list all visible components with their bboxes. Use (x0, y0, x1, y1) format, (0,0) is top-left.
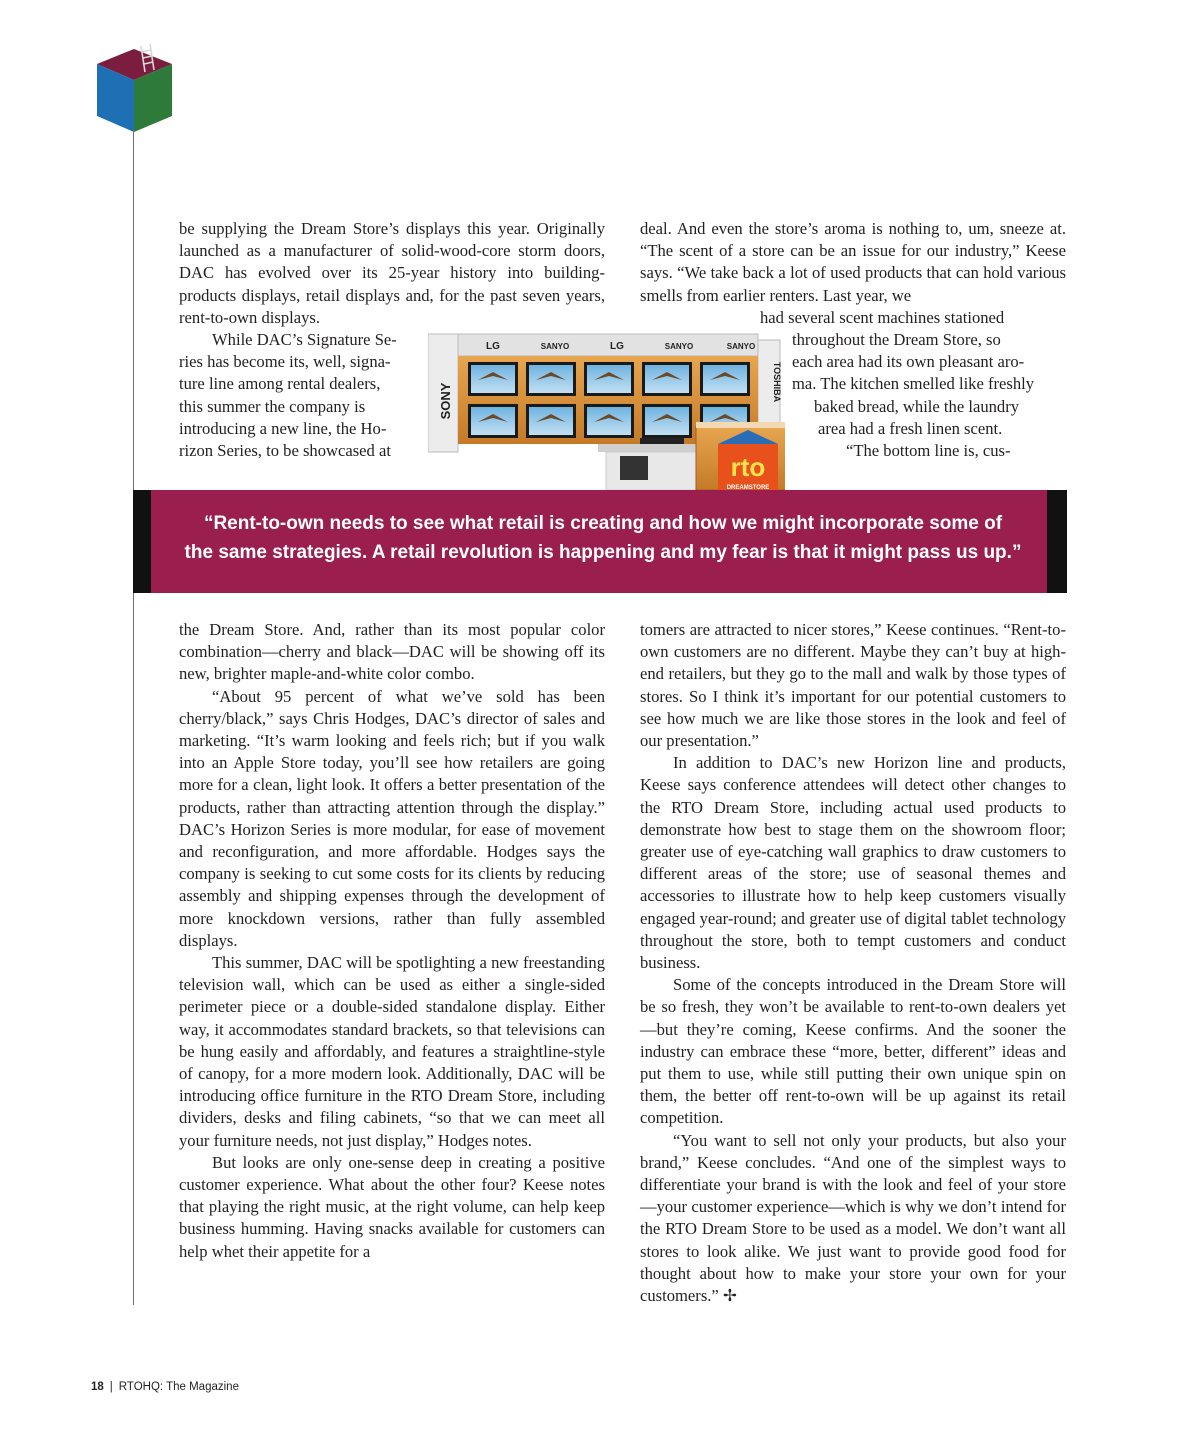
pull-quote (173, 509, 1033, 567)
kiosk-logo-text: rto (730, 452, 766, 482)
page-footer (91, 1381, 239, 1393)
brand-label: LG (486, 341, 500, 352)
footer-separator: | (109, 1381, 113, 1393)
article-paragraph: the Dream Store. And, rather than its most popular color combination—cherry and black—DAC will be showing off its new, brighter maple-and-white color combo. (179, 620, 605, 684)
article-paragraph-wrapped: had several scent machines stationed throughout the Dream Store, so each area had its own pleasant aro- ma. The kitchen smelled like freshly baked bread, while the laundry area had a fresh linen scent. “The bottom line is, cus- (760, 307, 1035, 461)
tv-screen-image (645, 365, 689, 393)
article-column-bottom-left (179, 619, 605, 1263)
tv-screen-image (471, 365, 515, 393)
brand-toshiba: TOSHIBA (772, 361, 782, 403)
brand-label: SANYO (726, 342, 756, 351)
article-paragraph: But looks are only one-sense deep in creating a positive customer experience. What about the other four? Keese notes that playing the right music, at the right volume, can help keep business humming. Having snacks available for customers can help whet their appetite for a (179, 1152, 605, 1261)
article-paragraph: This summer, DAC will be spotlighting a new freestanding television wall, which can be used as either a single-sided perimeter piece or a double-sided standalone display. Either way, it accommodates standard brackets, so that televisions can be hung easily and affordably, and features a straightline-style of canopy, for a more modern look. Additionally, DAC will be introducing office furniture in the RTO Dream Store, including dividers, desks and filing cabinets, “so that we can meet all your furniture needs, not just display,” Hodges notes. (179, 953, 605, 1150)
pull-quote-band (133, 490, 1067, 593)
article-paragraph: “You want to sell not only your products, but also your brand,” Keese concludes. “And one of the simplest ways to differentiate your brand is with the look and feel of your store—your customer experience—which is why we don’t intend for the RTO Dream Store to be used as a model. We don’t want all stores to look alike. We just want to provide good food for thought about how to make your store your own for your customers.” ✢ (640, 1130, 1066, 1306)
tv-wall-display-image (428, 326, 785, 490)
margin-rule (133, 130, 134, 1305)
pull-quote-line: the same strategies. A retail revolution is happening and my fear is that it might pass us up.” (184, 542, 1022, 563)
pull-quote-line: “Rent-to-own needs to see what retail is creating and how we might incorporate some of (203, 513, 1003, 534)
cube-logo-icon (94, 44, 174, 134)
article-paragraph: tomers are attracted to nicer stores,” Keese continues. “Rent-to-own customers are no different. Maybe they can’t buy at high-end retailers, but they go to the mall and walk by those types of stores. So I think it’s important for our potential customers to see how much we are like those stores in the look and feel of our presentation.” (640, 620, 1066, 751)
tv-screen-image (645, 407, 689, 435)
quote-band-edge-left (133, 490, 151, 593)
page-number: 18 (91, 1381, 104, 1393)
quote-band-edge-right (1047, 490, 1067, 593)
article-paragraph-wrapped: While DAC’s Signature Se- ries has become its, well, signa- ture line among rental dealers, this summer the company is introducing a new line, the Ho- rizon Series, to be showcased at (179, 330, 397, 461)
article-paragraph: “About 95 percent of what we’ve sold has been cherry/black,” says Chris Hodges, DAC’s director of sales and marketing. “It’s warm looking and feels rich; but if you walk into an Apple Store today, you’ll see how retailers are going more for a clean, light look. It offers a better presentation of the products, rather than attracting attention through the display.” DAC’s Horizon Series is more modular, for ease of movement and reconfiguration, and more affordable. Hodges says the company is seeking to cut some costs for its clients by reducing assembly and shipping expenses through the development of more knockdown versions, rather than fully assembled displays. (179, 686, 605, 950)
article-paragraph: In addition to DAC’s new Horizon line and products, Keese says conference attendees will detect other changes to the RTO Dream Store, including actual used products to demonstrate how best to stage them on the showroom floor; greater use of eye-catching wall graphics to draw customers to different areas of the store; use of seasonal themes and accessories to illustrate how to help keep customers visually engaged year-round; and greater use of digital tablet technology throughout the store, both to tempt customers and conduct business. (640, 753, 1066, 973)
brand-label: SANYO (664, 342, 694, 351)
brand-sony: SONY (438, 382, 453, 420)
tv-screen-image (587, 407, 631, 435)
publication-name: RTOHQ: The Magazine (118, 1381, 239, 1393)
article-paragraph: deal. And even the store’s aroma is nothing to, um, sneeze at. “The scent of a store can be an issue for our industry,” Keese says. “We take back a lot of used products that can hold various smells from earlier renters. Last year, we (640, 219, 1066, 305)
kiosk-sub-text: DREAMSTORE (726, 485, 770, 490)
tv-screen-image (529, 365, 573, 393)
article-paragraph: be supplying the Dream Store’s displays this year. Originally launched as a manufacturer of solid-wood-core storm doors, DAC has evolved over its 25-year history into building-products displays, retail displays and, for the past seven years, rent-to-own displays. (179, 219, 605, 327)
brand-label: LG (610, 341, 624, 352)
tv-screen-image (587, 365, 631, 393)
tv-screen-image (529, 407, 573, 435)
article-paragraph: Some of the concepts introduced in the Dream Store will be so fresh, they won’t be available to rent-to-own dealers yet—but they’re coming, Keese confirms. And the sooner the industry can embrace these “more, better, different” ideas and put them to use, while still putting their own unique spin on them, the better off rent-to-own will be up against its retail competition. (640, 975, 1066, 1128)
brand-label: SANYO (540, 342, 570, 351)
article-column-bottom-right (640, 619, 1066, 1307)
tv-screen-image (471, 407, 515, 435)
tv-screen-image (703, 365, 747, 393)
